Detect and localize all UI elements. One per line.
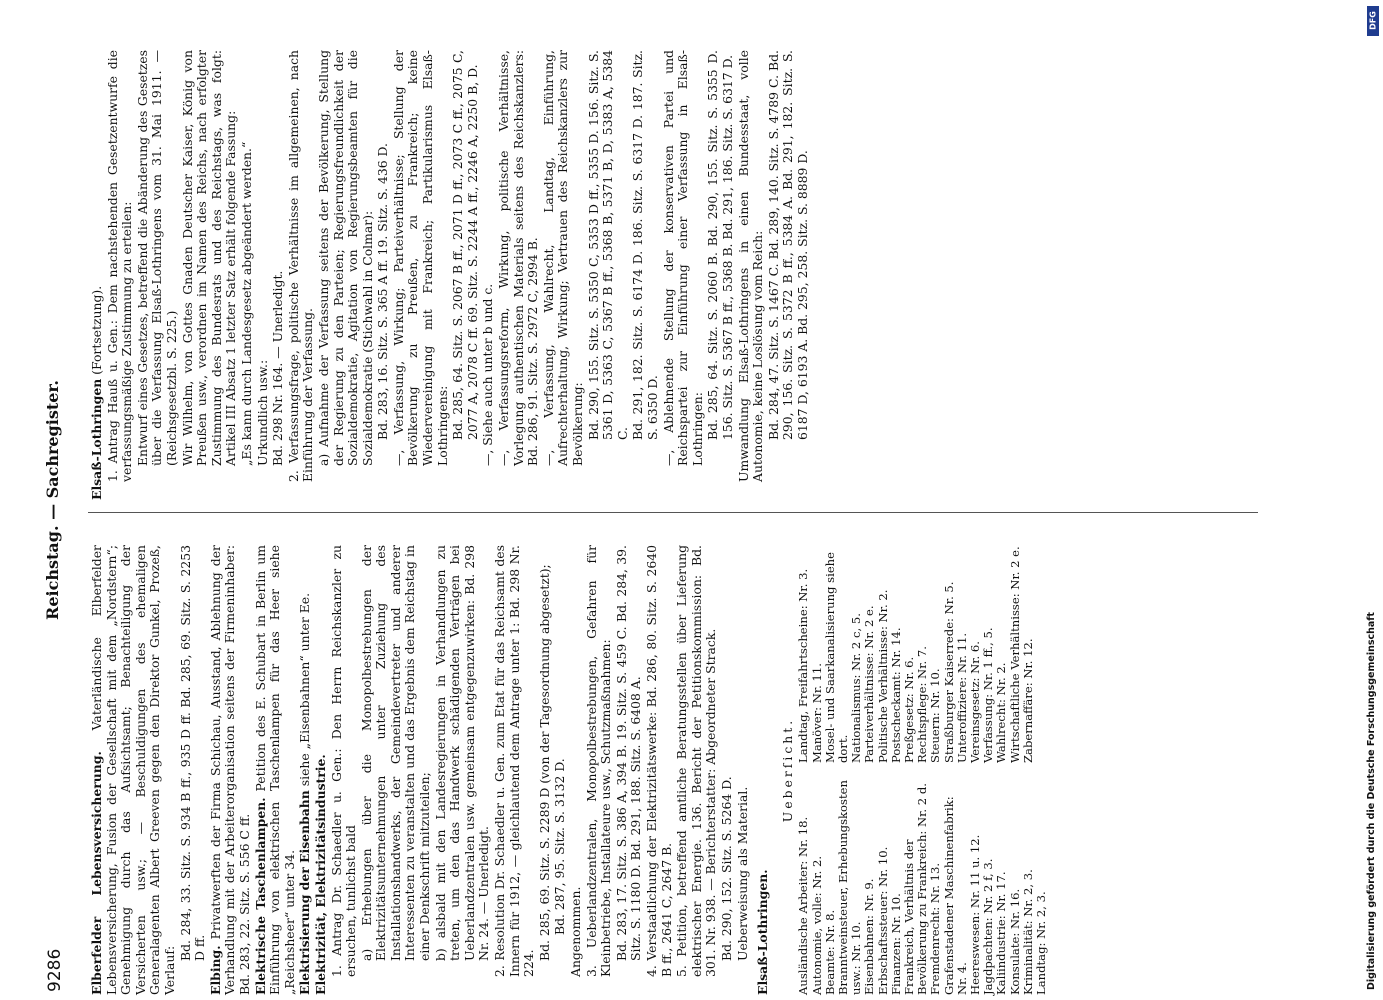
- entry-text: Petition des E. Schubart in Berlin um Einführung von elektrischen Taschenlampen für das Heer siehe „Reichsheer“ unter 34.: [252, 545, 297, 995]
- overview-item: Preßgesetz: Nr. 6.: [901, 656, 916, 763]
- overview-item: Frankreich, Verhältnis der Bevölkerung zu Frankreich: Nr. 2 d.: [901, 783, 930, 995]
- overview-item: Postscheckamt: Nr. 14.: [888, 627, 903, 763]
- entry-title: Elektrische Taschenlampen.: [252, 797, 268, 995]
- entry-elbing: [209, 545, 253, 995]
- entry-reference: Bd. 285, 64. Sitz. S. 2060 B. Bd. 290, 155. Sitz. S. 5355 D. 156. Sitz. S. 5367 B ff., 5368 B. Bd. 291, 186. Sitz. S. 6317 D.: [705, 50, 735, 440]
- entry-title: Elberfelder Lebensversicherung.: [89, 751, 104, 995]
- overview-item: Autonomie, volle: Nr. 2.: [809, 855, 824, 995]
- overview-item: Heereswesen: Nr. 11 u. 12.: [967, 834, 982, 995]
- overview-item: Eisenbahnen: Nr. 9.: [862, 878, 877, 995]
- entry-reference: Bd. 298 Nr. 164. — Unerledigt.: [270, 270, 286, 466]
- right-column: [90, 50, 812, 500]
- overview-item: Straßburger Kaiserrede: Nr. 5.: [941, 581, 956, 763]
- entry-reference: Bd. 283, 17. Sitz. S. 386 A, 394 B. 19. Sitz. S. 459 C. Bd. 284, 39. Sitz. S. 1180 D. Bd. 291, 188. Sitz. S. 6408 A.: [613, 545, 644, 961]
- overview-item: Rechtspflege: Nr. 7.: [915, 646, 930, 763]
- page-number: 9286: [45, 948, 65, 992]
- entry-elektrisierung: [298, 545, 313, 995]
- item-text: Entwurf eines Gesetzes, betreffend die Abänderung des Gesetzes über die Verfassung Elsaß-Lothringens vom 31. Mai 1911. — (Reichsgesetzbl. S. 225.): [134, 50, 179, 466]
- left-column: [90, 545, 1048, 995]
- entry-reference: Bd. 284, 33. Sitz. S. 934 B ff., 935 D ff. Bd. 285, 69. Sitz. S. 2253 D ff.: [177, 545, 208, 961]
- entry-elberfelder: [90, 545, 178, 995]
- entry-reference: Bd. 285, 69. Sitz. S. 2289 D (von der Tagesordnung abgesetzt);: [536, 564, 552, 961]
- item-text: Wir Wilhelm, von Gottes Gnaden Deutscher Kaiser, König von Preußen usw., verordnen im Namen des Reichs, nach erfolgter Zustimmung des Bundesrats und des Reichstags, was folgt: Artikel III Absatz 1 letzter Satz erhält folgende Fassung:: [179, 50, 239, 466]
- overview-item: Parteiverhältnisse: Nr. 2 e.: [862, 605, 877, 763]
- entry-text: Vaterländische Elberfelder Lebensversicherung, Fusion der Gesellschaft mit dem „Nordstern“; Genehmigung durch das Aufsichtsamt; Benachteiligung der Versicherten usw.; — Beschuldigungen des ehemaligen Generalagenten Albert Greeven gegen den Direktor Gunkel, Prozeß, Verlauf:: [89, 545, 177, 995]
- overview-item: Wahlrecht: Nr. 2.: [994, 662, 1009, 763]
- overview-item: Unteroffiziere: Nr. 11.: [954, 632, 969, 763]
- overview-item: Manöver: Nr. 11.: [809, 663, 824, 763]
- item-text: 1. Antrag Hauß u. Gen.: Dem nachstehenden Gesetzentwurfe die verfassungsmäßige Zustimmung zu erteilen:: [104, 50, 135, 482]
- entry-reference: Bd. 290, 155. Sitz. S. 5350 C, 5353 D ff., 5355 D. 156. Sitz. S. 5361 D, 5363 C, 5367 B ff., 5368 B, 5371 B, D, 5383 A, 5384 C.: [585, 50, 630, 440]
- page-title: Reichstag. — Sachregister.: [43, 380, 62, 620]
- item-quote: „Es kann durch Landesgesetz abgeändert werden.“: [238, 141, 254, 466]
- item-text: —, Verfassungsreform, Wirkung, politische Verhältnisse, Vorlegung authentischen Materials seitens des Reichskanzlers: Bd. 286, 91. Sitz. S. 2972 C, 2994 B.: [496, 50, 541, 466]
- item-result: Angenommen.: [568, 886, 583, 977]
- overview-item: Erbschaftssteuer: Nr. 10.: [875, 846, 890, 995]
- overview-item: Kaliindustrie: Nr. 17.: [994, 871, 1009, 995]
- overview-item: Landtag, Freifahrtscheine: Nr. 3.: [796, 568, 811, 763]
- item-text: a) Aufnahme der Verfassung seitens der Bevölkerung, Stellung der Regierung zu den Parteien; Regierungsfreundlichkeit der Sozialdemokratie, Agitation von Regierungsbeamten für die Sozialdemokratie (Stichwahl in Colmar):: [315, 50, 375, 466]
- entry-title: Elbing.: [207, 945, 223, 995]
- entry-reference: Bd. 291, 182. Sitz. S. 6174 D. 186. Sitz. S. 6317 D. 187. Sitz. S. 6350 D.: [630, 50, 660, 440]
- overview-item: Grafenstadener Maschinenfabrik: Nr. 4.: [941, 796, 969, 995]
- credit-text: Digitalisierung gefördert durch die Deutsche Forschungsgemeinschaft: [1366, 612, 1377, 990]
- item-text: b) alsbald mit den Landesregierungen in Verhandlungen zu treten, um den das Handwerk schädigenden Verträgen bei Ueberlandzentralen usw. gemeinsam entgegenzuwirken: Bd. 298 Nr. 24. — Unerledigt.: [432, 545, 492, 961]
- overview-item: Konsulate: Nr. 16.: [1007, 888, 1022, 995]
- overview-item: Jagdpachten: Nr. 2 f, 3.: [981, 858, 996, 995]
- item-text: —, Verfassung, Wirkung; Parteiverhältnisse; Stellung der Bevölkerung zu Preußen, zu Frankreich; keine Wiedervereinigung mit Frankreich; Partikularismus Elsaß-Lothringens:: [390, 50, 450, 466]
- overview-item: Nationalismus: Nr. 2 c, 5.: [849, 613, 864, 763]
- entry-reference: Bd. 285, 64. Sitz. S. 2067 B ff., 2071 D ff., 2073 C ff., 2075 C, 2077 A, 2078 C ff. 69. Sitz. S. 2244 A ff., 2246 A, 2250 B, D.: [450, 50, 480, 440]
- overview-item: Finanzen: Nr. 10.: [888, 893, 903, 995]
- overview-item: Fremdenrecht: Nr. 13.: [928, 862, 943, 995]
- entry-text: Privatwerften der Firma Schichau, Ausstand, Ablehnung der Verhandlung mit der Arbeiterorganisation seitens der Firmeninhaber: Bd. 283, 22. Sitz. S. 556 C ff.: [207, 545, 252, 995]
- dfg-logo: [1367, 6, 1379, 36]
- entry-title: Elektrisierung der Eisenbahn: [297, 790, 313, 995]
- overview-item: Verfassung: Nr. 1 ff., 5.: [981, 627, 996, 763]
- overview-grid: [797, 545, 1048, 995]
- overview-column-2: [797, 545, 1048, 763]
- item-text: Urkundlich usw.:: [254, 359, 270, 466]
- entry-reference: Bd. 287, 95. Sitz. S. 3132 D.: [552, 758, 568, 935]
- item-text: —, Ablehnende Stellung der konservativen Partei und Reichspartei zur Einführung einer Verfassung in Elsaß-Lothringen:: [660, 50, 705, 466]
- page-header: [38, 0, 74, 1000]
- overview-item: Beamte: Nr. 8.: [822, 909, 837, 995]
- entry-reference: Bd. 284, 47. Sitz. S. 1467 C. Bd. 289, 140. Sitz. S. 4789 C. Bd. 290, 156. Sitz. S. 5372 B ff., 5384 A. Bd. 291, 182. Sitz. S. 6187 D, 6193 A. Bd. 295, 258. Sitz. S. 8889 D.: [765, 50, 810, 440]
- item-result: Ueberweisung als Material.: [734, 786, 750, 961]
- item-text: 4. Verstaatlichung der Elektrizitätswerke: Bd. 286, 80. Sitz. S. 2640 B ff., 2641 C, 2647 B.: [643, 545, 674, 977]
- overview-item: Politische Verhältnisse: Nr. 2.: [875, 589, 890, 763]
- item-text: 1. Antrag Dr. Schaedler u. Gen.: Den Herrn Reichskanzler zu ersuchen, tunlichst bald: [328, 545, 359, 977]
- entry-reference: Bd. 290, 152. Sitz. S. 5264 D.: [718, 776, 734, 961]
- item-text: 2. Resolution Dr. Schaedler u. Gen. zum Etat für das Reichsamt des Innern für 1912, — gleichlautend dem Antrage unter 1: Bd. 298 Nr. 224.: [492, 545, 537, 977]
- overview-item: Zabernaffäre: Nr. 12.: [1020, 638, 1035, 763]
- item-text: 3. Ueberlandzentralen, Monopolbestrebungen, Gefahren für Kleinbetriebe, Installateure usw., Schutzmaßnahmen:: [583, 545, 614, 977]
- overview-block: [781, 545, 1048, 995]
- item-text: 2. Verfassungsfrage, politische Verhältnisse im allgemeinen, nach Einführung der Verfassung.: [285, 50, 316, 482]
- entry-reference: Bd. 283, 16. Sitz. S. 365 A ff. 19. Sitz. S. 436 D.: [375, 143, 391, 440]
- overview-item: Vereinsgesetz: Nr. 6.: [967, 641, 982, 763]
- overview-item: Landtag: Nr. 2, 3.: [1033, 891, 1048, 995]
- item-text: 5. Petition, betreffend amtliche Beratungsstellen über Lieferung elektrischer Energie. 136. Bericht der Petitionskommission: Bd. 301. Nr. 938. — Berichterstatter: Abgeordneter Strack.: [674, 545, 719, 977]
- overview-column-1: [797, 777, 1048, 995]
- overview-item: Branntweinsteuer, Erhebungskosten usw.: Nr. 10.: [835, 780, 864, 995]
- overview-item: Mosel- und Saarkanalisierung siehe dort.: [822, 551, 850, 763]
- logo-text: DFG: [1368, 11, 1378, 30]
- entry-continued: [90, 50, 105, 500]
- overview-item: Steuern: Nr. 10.: [928, 668, 943, 763]
- entry-title: Elektrizität, Elektrizitätsindustrie.: [312, 754, 328, 995]
- overview-item: Wirtschaftliche Verhältnisse: Nr. 2 e.: [1007, 546, 1022, 763]
- overview-item: Ausländische Arbeiter: Nr. 18.: [796, 816, 811, 995]
- entry-taschenlampen: [254, 545, 298, 995]
- item-text: —, Siehe auch unter b und c.: [480, 283, 496, 466]
- entry-text: siehe „Eisenbahnen“ unter Ee.: [297, 592, 313, 787]
- overview-item: Kriminalität: Nr. 2, 3.: [1020, 869, 1035, 995]
- column-divider: [88, 512, 1258, 513]
- item-text: —, Verfassung, Wahlrecht, Landtag, Einführung, Aufrechterhaltung, Wirkung; Vertrauen des Reichskanzlers zur Bevölkerung:: [540, 50, 585, 466]
- overview-title: Ueberſicht.: [779, 717, 795, 823]
- entry-title: Elsaß-Lothringen.: [755, 869, 771, 995]
- item-text: a) Erhebungen über die Monopolbestrebungen der Elektrizitätsunternehmungen unter Zuziehung des Installationshandwerks, der Gemeindevertreter und anderer Interessenten zu veranstalten und das Ergebnis dem Reichstag in einer Denkschrift mitzuteilen;: [358, 545, 433, 961]
- entry-subtitle: (Fortsetzung).: [89, 285, 104, 375]
- entry-title: Elsaß-Lothringen: [89, 378, 104, 500]
- item-text: Umwandlung Elsaß-Lothringens in einen Bundesstaat, volle Autonomie, keine Loslösung vom Reich:: [735, 50, 766, 482]
